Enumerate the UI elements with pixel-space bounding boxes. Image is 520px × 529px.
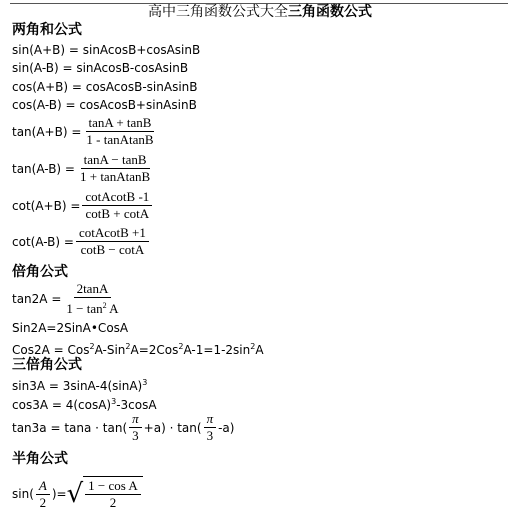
cot-sum-numerator: cotAcotB -1 <box>82 190 152 206</box>
heading-half-angle: 半角公式 <box>12 451 68 467</box>
tan2a-fraction <box>63 282 121 316</box>
sin-half-mid: )= <box>51 487 67 501</box>
cot-diff-denominator: cotB − cotA <box>80 242 145 257</box>
formula-cos-sum: cos(A+B) = cosAcosB-sinAsinB <box>12 80 198 94</box>
cos3a-sup: 3 <box>111 397 117 406</box>
formula-tan-diff <box>12 153 155 184</box>
cos2a-p1: Cos2A = Cos <box>12 343 90 357</box>
sin-half-numerator: A <box>36 479 50 495</box>
heading-triple-angle: 三倍角公式 <box>12 357 82 373</box>
tan3a-frac1-denominator: 3 <box>132 428 139 443</box>
page-title <box>0 4 520 20</box>
cos2a-p4: A-1=1-2sin <box>183 343 251 357</box>
formula-cot-sum <box>12 190 154 221</box>
formula-sin3a <box>12 376 147 393</box>
tan3a-p1: tan3a = tana · tan( <box>12 420 128 435</box>
cos2a-s2: 2 <box>125 342 131 351</box>
cos3a-text: cos3A = 4(cosA) <box>12 398 112 412</box>
cos2a-s4: 2 <box>250 342 256 351</box>
formula-cos2a <box>12 340 264 357</box>
tan2a-denominator <box>63 298 121 316</box>
tan2a-numerator: 2tanA <box>74 282 112 298</box>
heading-two-angle: 两角和公式 <box>12 22 82 38</box>
formula-sin2a: Sin2A=2SinA•CosA <box>12 321 129 335</box>
tan-sum-fraction <box>83 116 156 147</box>
radical-sign: √ <box>66 479 84 509</box>
tan-sum-lhs: tan(A+B) = <box>12 124 82 139</box>
cos2a-p2: A-Sin <box>94 343 126 357</box>
tan2a-lhs: tan2A = <box>12 292 62 306</box>
cos2a-p3: A=2Cos <box>130 343 179 357</box>
tan3a-frac2-denominator: 3 <box>206 428 214 443</box>
formula-tan2a <box>12 282 124 316</box>
formula-tan-sum <box>12 116 159 147</box>
sin3a-text: sin3A = 3sinA-4(sinA) <box>12 379 143 393</box>
sin-half-lhs: sin( <box>12 487 34 501</box>
cot-sum-lhs: cot(A+B) = <box>12 198 81 213</box>
sin-half-fraction <box>36 479 50 510</box>
tan-sum-denominator: 1 - tanAtanB <box>86 132 154 147</box>
cot-diff-lhs: cot(A-B) = <box>12 234 74 249</box>
tan2a-den-sup: 2 <box>102 301 107 310</box>
tan-diff-numerator: tanA − tanB <box>81 153 150 169</box>
cot-diff-fraction <box>76 226 149 257</box>
cos3a-tail: -3cosA <box>116 398 157 412</box>
radicand-denominator: 2 <box>109 495 117 510</box>
tan-diff-lhs: tan(A-B) = <box>12 161 75 176</box>
title-main: 高中三角函数公式大全 <box>148 4 288 20</box>
radicand-numerator: 1 − cos A <box>85 479 141 495</box>
tan-diff-fraction <box>77 153 153 184</box>
tan3a-p2: +a) · tan( <box>143 420 202 435</box>
tan3a-fraction-2 <box>204 412 217 443</box>
sin-half-denominator: 2 <box>39 494 47 510</box>
formula-cos-diff: cos(A-B) = cosAcosB+sinAsinB <box>12 98 197 112</box>
cot-sum-fraction <box>82 190 152 221</box>
tan-diff-denominator: 1 + tanAtanB <box>79 169 151 184</box>
formula-cos3a <box>12 395 157 412</box>
sin3a-sup: 3 <box>142 378 148 387</box>
tan3a-p3: -a) <box>218 420 235 435</box>
title-bold: 三角函数公式 <box>288 4 372 20</box>
cot-diff-numerator: cotAcotB +1 <box>76 226 149 242</box>
tan3a-frac2-numerator: π <box>204 412 217 428</box>
tan-sum-numerator: tanA + tanB <box>86 116 155 132</box>
radicand-fraction <box>85 479 141 510</box>
radicand <box>83 476 143 512</box>
cos2a-s1: 2 <box>89 342 95 351</box>
formula-tan3a <box>12 412 234 443</box>
formula-sin-diff: sin(A-B) = sinAcosB-cosAsinB <box>12 61 189 75</box>
cos2a-p5: A <box>255 343 264 357</box>
tan2a-den-post: A <box>106 301 119 316</box>
tan3a-fraction-1 <box>129 412 142 443</box>
tan2a-den-pre: 1 − tan <box>66 301 103 316</box>
sqrt-symbol <box>67 476 143 512</box>
cos2a-s3: 2 <box>178 342 184 351</box>
cot-sum-denominator: cotB + cotA <box>85 206 150 221</box>
formula-sin-half <box>12 476 143 512</box>
heading-double-angle: 倍角公式 <box>12 264 68 280</box>
formula-sin-sum: sin(A+B) = sinAcosB+cosAsinB <box>12 43 201 57</box>
formula-cot-diff <box>12 226 151 257</box>
tan3a-frac1-numerator: π <box>129 412 142 428</box>
